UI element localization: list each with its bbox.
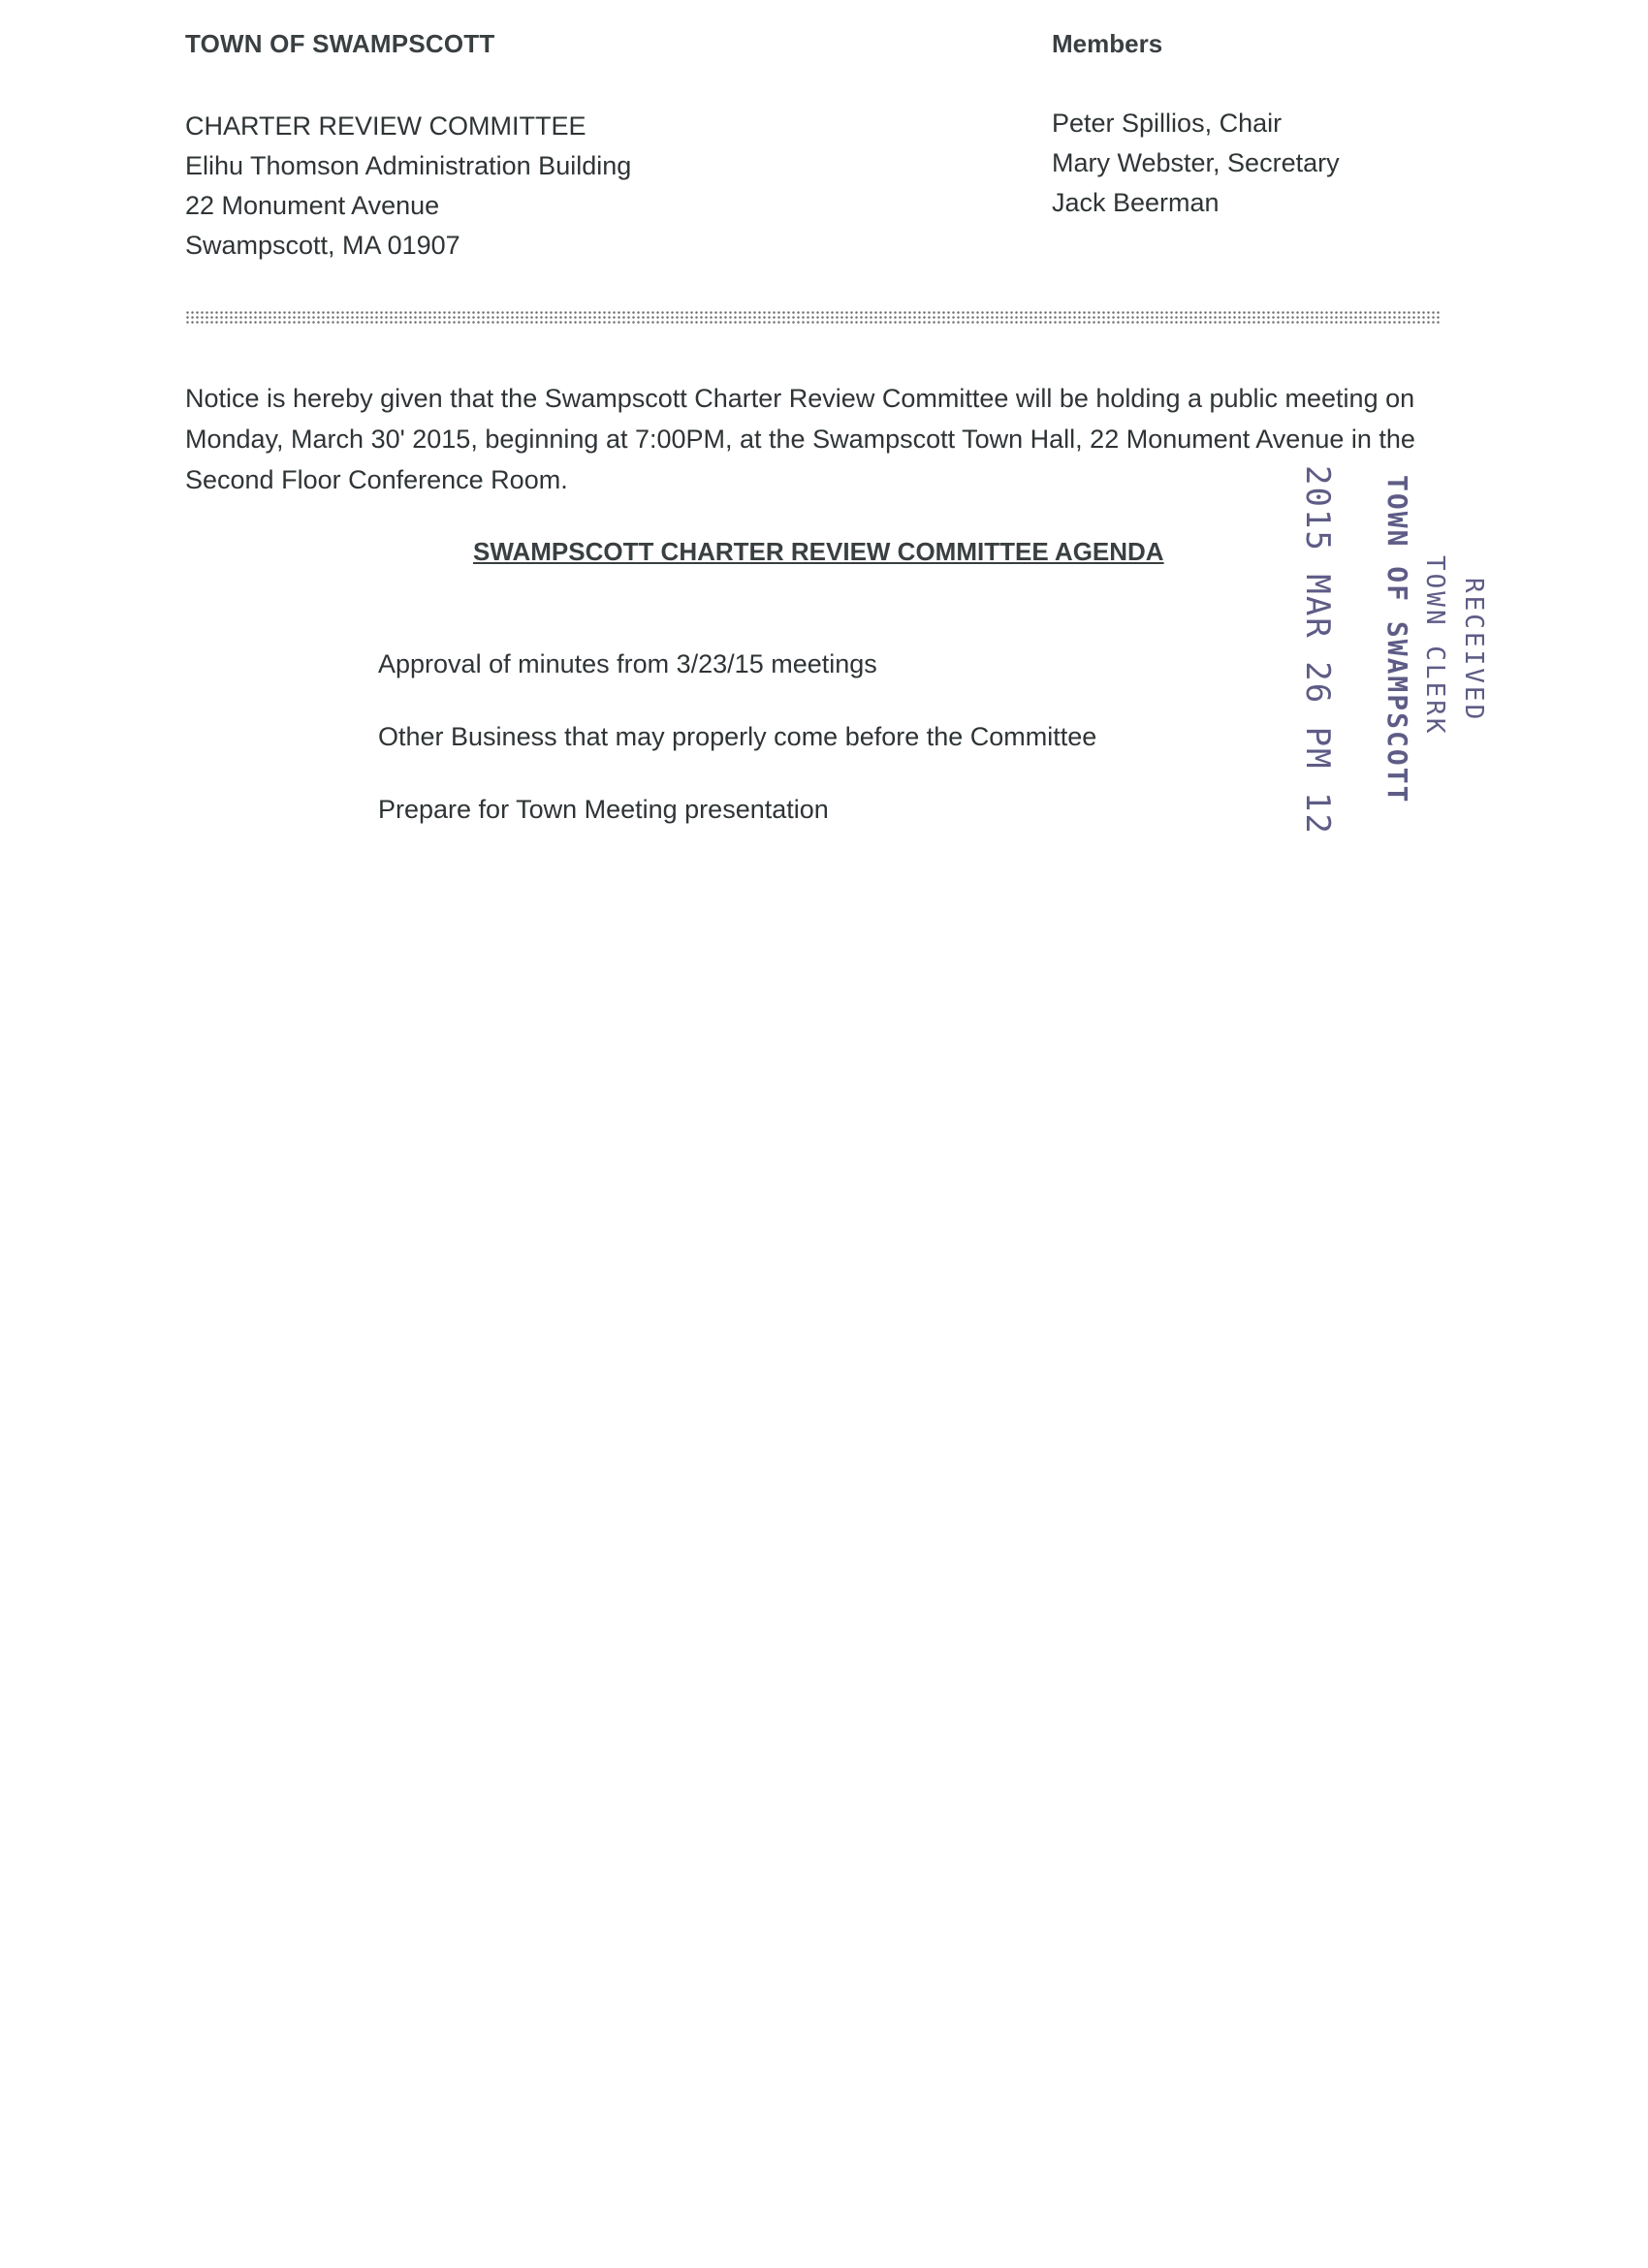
dotted-divider	[185, 310, 1441, 326]
meeting-notice: Notice is hereby given that the Swampscott Charter Review Committee will be holding a public meeting on Monday, March 30' 2015, beginning at 7:00PM, at the Swampscott Town Hall, 22 Monument Avenue in the Second Floor Conference Room.	[185, 384, 1415, 494]
members-title: Members	[1052, 29, 1163, 58]
agenda-item: Other Business that may properly come before the Committee	[378, 722, 1097, 751]
received-stamp	[1280, 463, 1512, 841]
agenda-item: Approval of minutes from 3/23/15 meetings	[378, 649, 877, 678]
address-line-building: Elihu Thomson Administration Building	[185, 151, 632, 180]
stamp-line-received: RECEIVED	[1459, 578, 1488, 723]
address-line-committee: CHARTER REVIEW COMMITTEE	[185, 111, 586, 141]
members-list	[1052, 104, 1340, 223]
address-line-street: 22 Monument Avenue	[185, 191, 440, 220]
member-secretary: Mary Webster, Secretary	[1052, 148, 1340, 177]
committee-address	[185, 107, 631, 266]
received-stamp-graphic	[1280, 463, 1512, 841]
stamp-line-date-time: 2015 MAR 26 PM 12 40	[1298, 465, 1337, 841]
member-chair: Peter Spillios, Chair	[1052, 109, 1283, 138]
agenda-item: Prepare for Town Meeting presentation	[378, 795, 829, 824]
org-title: TOWN OF SWAMPSCOTT	[185, 29, 495, 58]
member: Jack Beerman	[1052, 188, 1220, 217]
agenda-list	[378, 649, 1096, 867]
address-line-city: Swampscott, MA 01907	[185, 231, 460, 260]
stamp-line-town-clerk: TOWN CLERK	[1420, 555, 1449, 737]
stamp-line-town-name: TOWN OF SWAMPSCOTT	[1381, 475, 1413, 804]
agenda-title: SWAMPSCOTT CHARTER REVIEW COMMITTEE AGENDA	[473, 537, 1164, 566]
